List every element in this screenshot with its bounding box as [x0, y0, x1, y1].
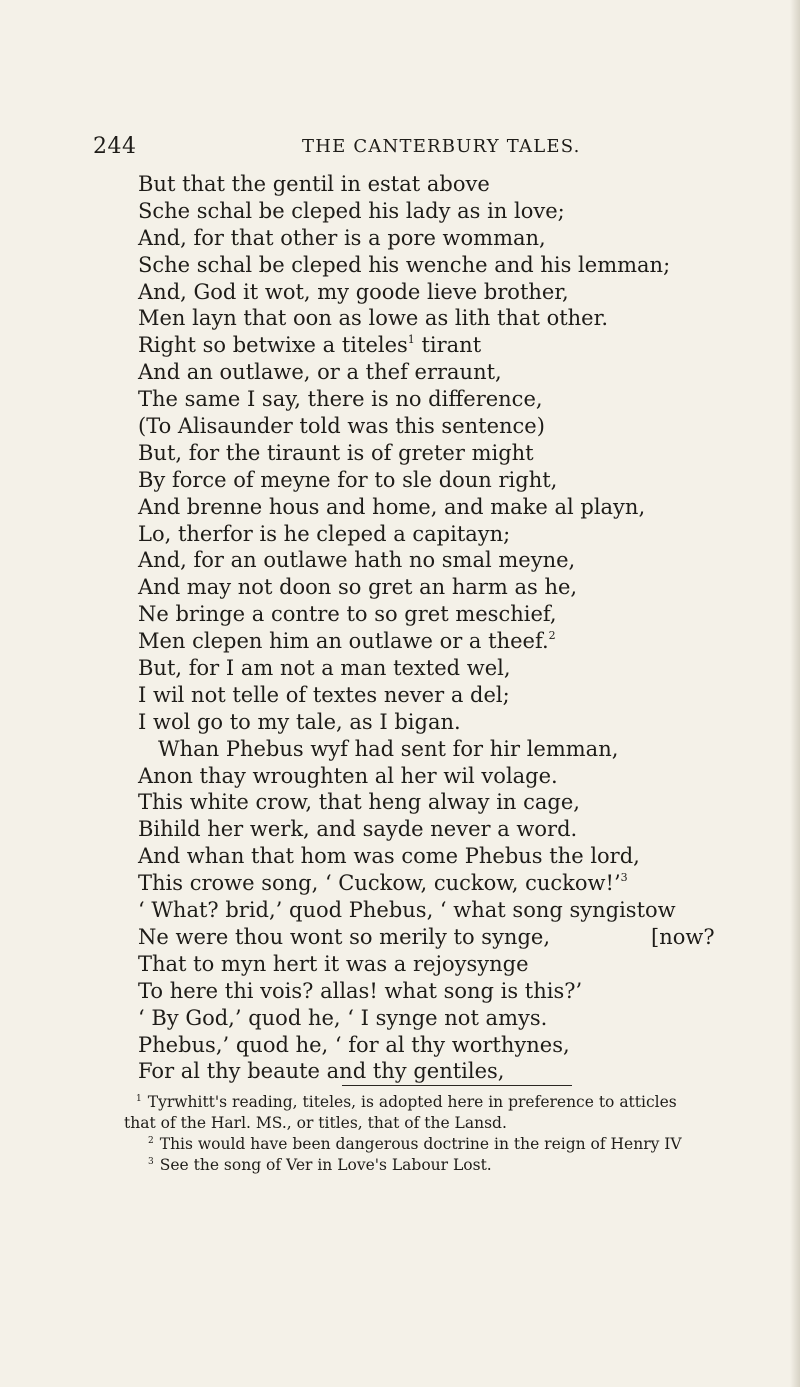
verse-line-text: By force of meyne for to sle doun right,	[138, 467, 558, 492]
verse-line	[138, 1058, 788, 1085]
verse-line	[138, 494, 788, 521]
verse-line-text: Men clepen him an outlawe or a theef.	[138, 629, 549, 654]
verse-line	[138, 171, 788, 198]
verse-line	[138, 225, 788, 252]
verse-line	[138, 816, 788, 843]
verse-line-text: But, for I am not a man texted wel,	[138, 656, 511, 681]
verse-line-text: Sche schal be cleped his wenche and his lemman;	[138, 252, 671, 277]
verse-line-text: Sche schal be cleped his lady as in love;	[138, 198, 565, 223]
verse-line	[138, 305, 788, 332]
footnote-text: See the song of Ver in Love's Labour Lost.	[159, 1156, 492, 1174]
verse-line	[138, 198, 788, 225]
verse-line	[138, 897, 788, 924]
verse-line	[138, 709, 788, 736]
verse-line-text: Anon thay wroughten al her wil volage.	[138, 763, 558, 788]
footnote	[124, 1134, 794, 1155]
verse-line-text: I wil not telle of textes never a del;	[138, 682, 510, 707]
running-head: THE CANTERBURY TALES.	[302, 136, 581, 157]
footnote-text: This would have been dangerous doctrine in the reign of Henry IV	[159, 1135, 682, 1153]
footnote-marker: 3	[620, 871, 628, 885]
verse-line-text: The same I say, there is no difference,	[138, 387, 543, 412]
verse-line	[138, 521, 788, 548]
verse-line-text: Bihild her werk, and sayde never a word.	[138, 817, 578, 842]
verse-line-text: ‘ What? brid,’ quod Phebus, ‘ what song syngistow	[138, 898, 676, 923]
verse-line	[138, 682, 788, 709]
footnote	[124, 1155, 794, 1176]
verse-line-text: Phebus,’ quod he, ‘ for al thy worthynes,	[138, 1032, 570, 1057]
verse-line	[138, 332, 788, 359]
footnote-number: 1	[136, 1094, 142, 1104]
verse-line-text-after: tirant	[414, 333, 482, 358]
verse-line-text: ‘ By God,’ quod he, ‘ I synge not amys.	[138, 1005, 548, 1030]
verse-line-text: For al thy beaute and thy gentiles,	[138, 1059, 505, 1084]
verse-line-text: Right so betwixe a titeles	[138, 333, 408, 358]
verse-line-text: And, God it wot, my goode lieve brother,	[138, 279, 569, 304]
verse-line	[138, 924, 788, 951]
verse-line-text: To here thi vois? allas! what song is this?’	[138, 978, 583, 1003]
verse-line-text: And, for that other is a pore womman,	[138, 225, 546, 250]
verse-line-text: And an outlawe, or a thef erraunt,	[138, 360, 502, 385]
verse-line	[138, 1005, 788, 1032]
verse-line-text: Men layn that oon as lowe as lith that other.	[138, 306, 609, 331]
footnote-text: Tyrwhitt's reading, titeles, is adopted here in preference to atticles	[147, 1093, 677, 1111]
footnote-rule	[342, 1085, 572, 1086]
footnote-marker: 1	[407, 333, 415, 347]
verse-line-text: And may not doon so gret an harm as he,	[138, 575, 578, 600]
verse-line-runover: [now?	[651, 924, 715, 949]
verse-line-text: Ne were thou wont so merily to synge,	[138, 924, 551, 949]
page-header	[0, 134, 800, 164]
verse-line	[138, 279, 788, 306]
verse-line-text: I wol go to my tale, as I bigan.	[138, 709, 461, 734]
verse-line-text: Whan Phebus wyf had sent for hir lemman,	[158, 736, 619, 761]
verse-line	[138, 763, 788, 790]
footnote-marker: 2	[548, 629, 556, 643]
footnote-number: 3	[148, 1157, 154, 1167]
verse-line	[138, 628, 788, 655]
verse-line-text: And brenne hous and home, and make al playn,	[138, 494, 646, 519]
verse-line	[138, 601, 788, 628]
verse-line	[138, 574, 788, 601]
verse-line	[138, 413, 788, 440]
verse-block	[138, 171, 788, 1085]
verse-line	[138, 870, 788, 897]
verse-line-text: But, for the tiraunt is of greter might	[138, 440, 534, 465]
verse-line-text: This crowe song, ‘ Cuckow, cuckow, cuckow!’	[138, 871, 621, 896]
verse-line	[138, 386, 788, 413]
page-edge-shadow	[790, 0, 800, 1387]
verse-line	[138, 736, 788, 763]
verse-line-text: (To Alisaunder told was this sentence)	[138, 414, 545, 439]
verse-line	[138, 978, 788, 1005]
page-number: 244	[93, 134, 137, 159]
verse-line-text: This white crow, that heng alway in cage,	[138, 790, 580, 815]
verse-line	[138, 1032, 788, 1059]
footnote	[124, 1113, 794, 1134]
verse-line	[138, 440, 788, 467]
verse-line	[138, 655, 788, 682]
verse-line-text: That to myn hert it was a rejoysynge	[138, 951, 529, 976]
verse-line-text: And whan that hom was come Phebus the lord,	[138, 844, 640, 869]
footnote	[124, 1092, 794, 1113]
verse-line	[138, 843, 788, 870]
verse-line-text: Ne bringe a contre to so gret meschief,	[138, 602, 557, 627]
verse-line	[138, 252, 788, 279]
verse-line	[138, 467, 788, 494]
footnote-text: that of the Harl. MS., or titles, that of the Lansd.	[124, 1114, 507, 1132]
verse-line	[138, 547, 788, 574]
verse-line	[138, 789, 788, 816]
verse-line	[138, 951, 788, 978]
verse-line-text: But that the gentil in estat above	[138, 172, 490, 196]
verse-line	[138, 359, 788, 386]
verse-line-text: Lo, therfor is he cleped a capitayn;	[138, 521, 511, 546]
footnote-number: 2	[148, 1136, 154, 1146]
footnotes	[124, 1092, 794, 1176]
verse-line-text: And, for an outlawe hath no smal meyne,	[138, 548, 576, 573]
